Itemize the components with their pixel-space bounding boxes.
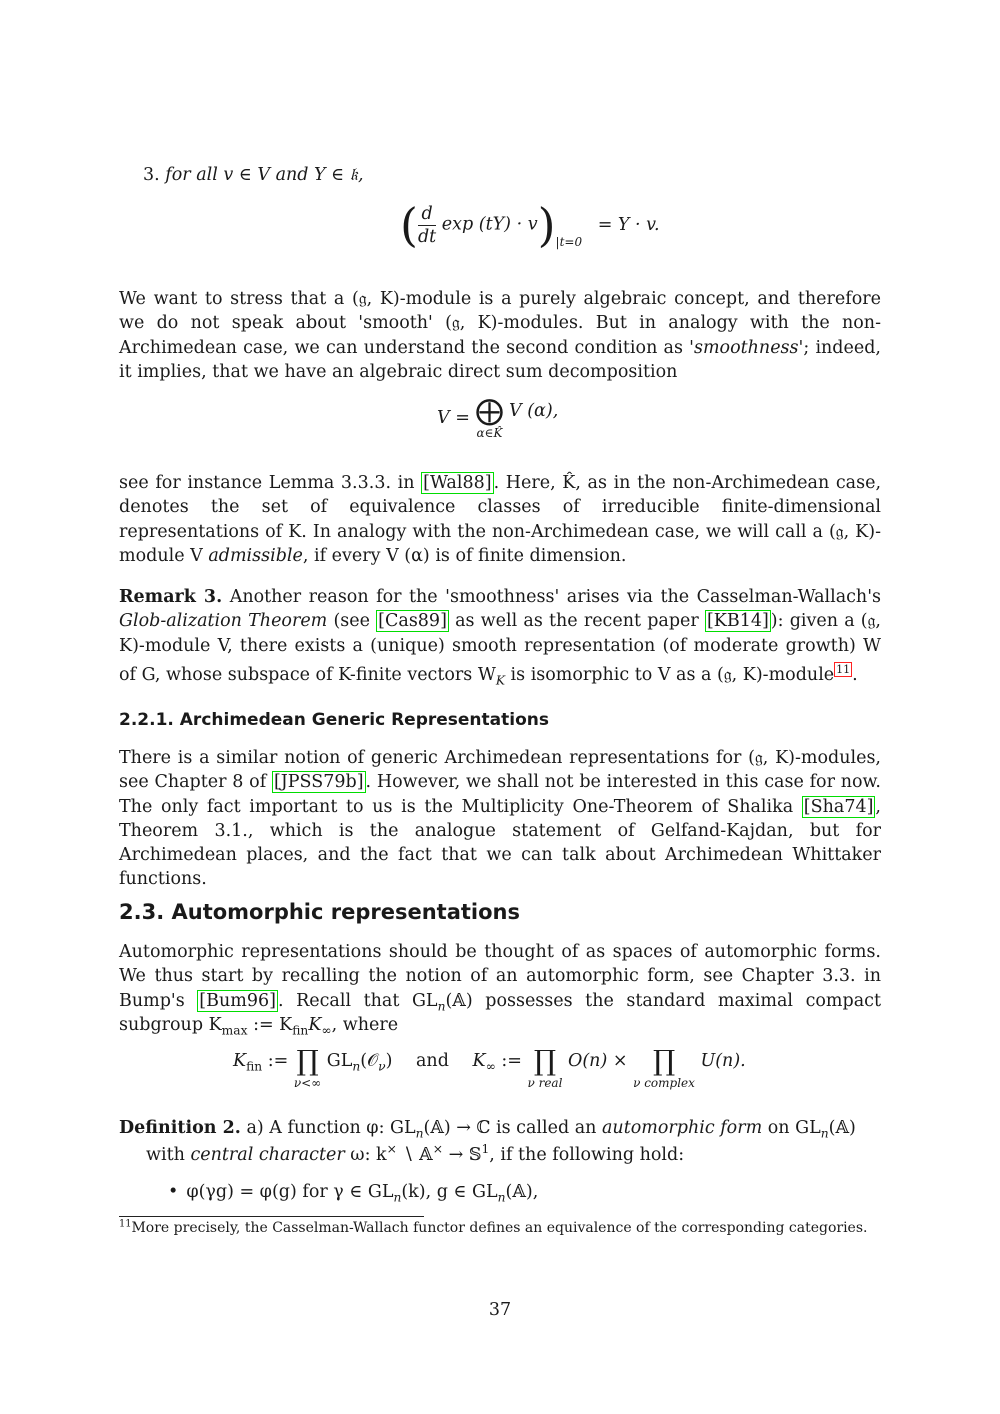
equation-rhs: = Y · v. (597, 214, 660, 235)
list-text: for all v ∈ V and Y ∈ 𝔨, (165, 165, 364, 185)
section-title-2-3: 2.3. Automorphic representations (119, 900, 521, 924)
footnote-rule (119, 1216, 424, 1217)
citation-jpss79b[interactable]: [JPSS79b] (273, 772, 364, 793)
paragraph-admissible: see for instance Lemma 3.3.3. in [Wal88] . Here, K̂, as in the non-Archimedean case, denotes the set of equivalence classes of irreducible finite-dimensional representations of K. In analogy with the non-Archimedean case, we will call a (𝔤, K)-module V admissible, if every V (α) is of finite dimension. (119, 473, 882, 566)
paragraph-archimedean-generic: There is a similar notion of generic Archimedean representations for (𝔤, K)-modules, see Chapter 8 of [JPSS79b] . However, we shall not be interested in this case for now. The only fact important to us is the Multiplicity One-Theorem of Shalika [Sha74] , Theorem 3.1., which is the analogue statement of Gelfand-Kajdan, but for Archimedean places, and the fact that we can talk about Archimedean Whittaker functions. (119, 748, 881, 890)
footnote-text: More precisely, the Casselman-Wallach functor defines an equivalence of the corresponding categories. (131, 1220, 868, 1236)
citation-wal88[interactable]: [Wal88] (423, 473, 492, 493)
page-number: 37 (488, 1300, 512, 1320)
fraction: $\frac{d}{dt}$ (417, 203, 437, 247)
footnote-mark: 11 (119, 1218, 132, 1230)
equation-k-fin-k-inf: $K_{fin}$ := ∏ ν<∞ $GL_n(𝒪_\nu)$ and $K_\infty$ := ∏ ν real O(n) × ∏ ν complex U(n). (233, 1044, 746, 1090)
product-operator: ∏ ν real (527, 1044, 563, 1090)
definition-2-cont: with central character ω: k× ∖ 𝔸× → 𝕊$^1$, if the following hold: (146, 1142, 685, 1165)
footnote-ref-11[interactable]: 11 (836, 662, 851, 676)
product-operator: ∏ ν complex (633, 1044, 695, 1090)
definition-bullet: • φ(γg) = φ(g) for γ ∈ $GL_n(k)$, g ∈ $GL_n(𝔸)$, (168, 1182, 539, 1205)
citation-bum96[interactable]: [Bum96] (199, 990, 276, 1011)
subsection-title-2-2-1: 2.2.1. Archimedean Generic Representations (119, 710, 549, 730)
paragraph-smoothness: We want to stress that a (𝔤, K)-module is a purely algebraic concept, and therefore we do not speak about 'smooth' (𝔤, K)-modules. But in analogy with the non-Archimedean case, we can understand the second condition as 'smoothness'; indeed, it implies, that we have an algebraic direct sum decomposition (119, 289, 881, 382)
equation-inner: exp (tY) · v (441, 214, 538, 235)
remark-3: Remark 3. Another reason for the 'smoothness' arises via the Casselman-Wallach's Glob-alization Theorem (see [Cas89] as well as the recent paper [KB14] ): given a (𝔤, K)-module V, there exists a (unique) smooth representation (of moderate growth) W of G, whose subspace of K-finite vectors $W_K$ is isomorphic to V as a (𝔤, K)-module $^{11}$ . (119, 587, 881, 688)
direct-sum-operator: ⨁ α∈K̂ (475, 394, 504, 440)
list-label: 3. (143, 165, 160, 185)
footnote-11 (119, 1219, 889, 1237)
definition-2: Definition 2. a) A function φ: $GL_n(𝔸)$ → ℂ is called an automorphic form on $GL_n(𝔸)$ (119, 1118, 856, 1141)
remark-label: Remark 3. (119, 587, 223, 607)
bullet-icon: • (168, 1182, 179, 1202)
equation-direct-sum: V = ⨁ α∈K̂ V (α), (437, 394, 559, 440)
equation-derivative: ( $\frac{d}{dt}$ $\exp (tY) \cdot v)_{|t=0} = Y \cdot v$. (400, 198, 660, 252)
product-operator: ∏ ν<∞ (293, 1044, 322, 1090)
citation-kb14[interactable]: [KB14] (706, 611, 769, 632)
paragraph-automorphic: Automorphic representations should be thought of as spaces of automorphic forms. We thus start by recalling the notion of an automorphic form, see Chapter 3.3. in Bump's [Bum96] . Recall that $GL_n(𝔸)$ possesses the standard maximal compact subgroup $K_{max}$ := $K_{fin}K_\infty$, where (119, 942, 881, 1038)
equation-subscript: |t=0 (555, 234, 583, 249)
citation-cas89[interactable]: [Cas89] (378, 611, 447, 632)
definition-label: Definition 2. (119, 1118, 241, 1138)
list-item-3 (143, 163, 905, 187)
citation-sha74[interactable]: [Sha74] (803, 796, 874, 817)
